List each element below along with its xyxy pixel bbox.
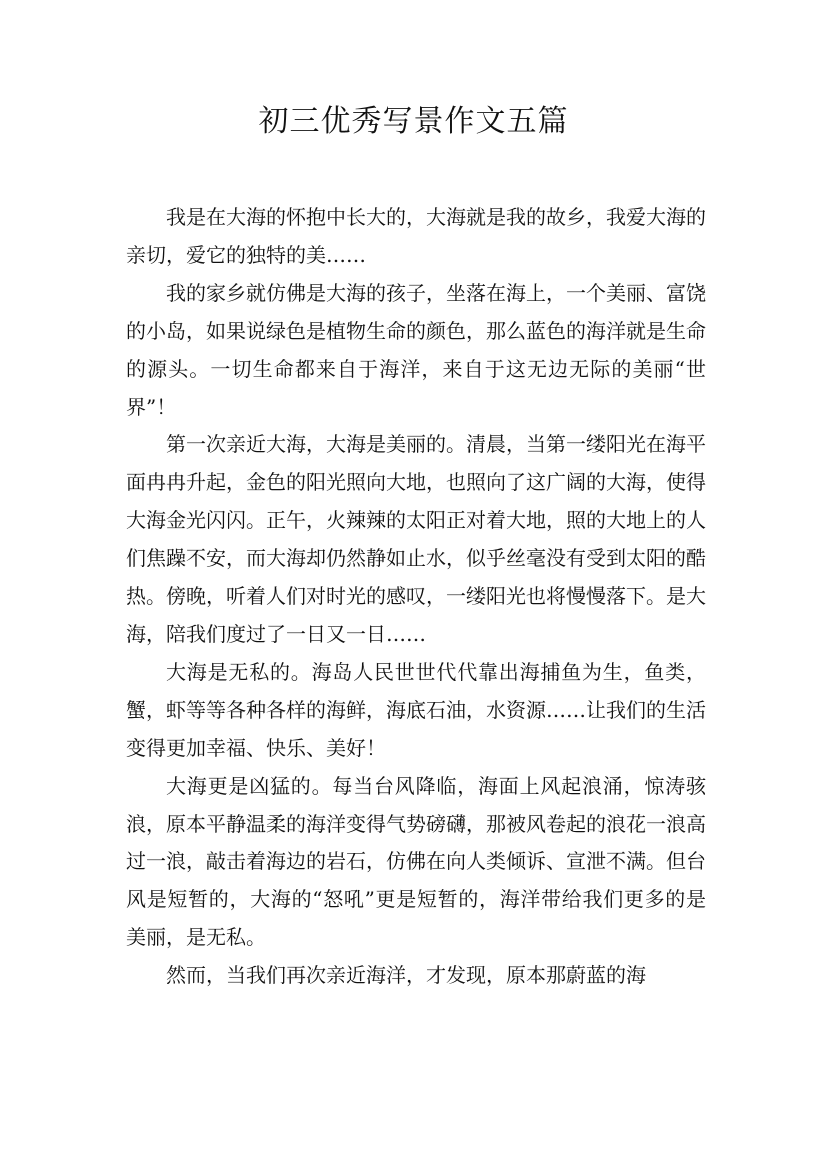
paragraph: 我的家乡就仿佛是大海的孩子，坐落在海上，一个美丽、富饶的小岛，如果说绿色是植物生命的颜色，那么蓝色的海洋就是生命的源头。一切生命都来自于海洋，来自于这无边无际的美丽“世界”！ <box>126 280 706 419</box>
document-body <box>126 199 706 995</box>
paragraph: 我是在大海的怀抱中长大的，大海就是我的故乡，我爱大海的亲切，爱它的独特的美…… <box>126 205 706 267</box>
paragraph: 大海更是凶猛的。每当台风降临，海面上风起浪涌，惊涛骇浪，原本平静温柔的海洋变得气势磅礴，那被风卷起的浪花一浪高过一浪，敲击着海边的岩石，仿佛在向人类倾诉、宣泄不满。但台风是短暂的，大海的“怒吼”更是短暂的，海洋带给我们更多的是美丽，是无私。 <box>126 773 706 950</box>
paragraph: 然而，当我们再次亲近海洋，才发现，原本那蔚蓝的海 <box>166 963 646 988</box>
paragraph: 大海是无私的。海岛人民世世代代靠出海捕鱼为生，鱼类，蟹，虾等等各种各样的海鲜，海底石油，水资源……让我们的生活变得更加幸福、快乐、美好！ <box>126 659 706 760</box>
document-title: 初三优秀写景作文五篇 <box>258 104 569 139</box>
paragraph: 第一次亲近大海，大海是美丽的。清晨，当第一缕阳光在海平面冉冉升起，金色的阳光照向大地，也照向了这广阔的大海，使得大海金光闪闪。正午，火辣辣的太阳正对着大地，照的大地上的人们焦躁不安，而大海却仍然静如止水，似乎丝毫没有受到太阳的酷热。傍晚，听着人们对时光的感叹，一缕阳光也将慢慢落下。是大海，陪我们度过了一日又一日…… <box>126 432 706 646</box>
